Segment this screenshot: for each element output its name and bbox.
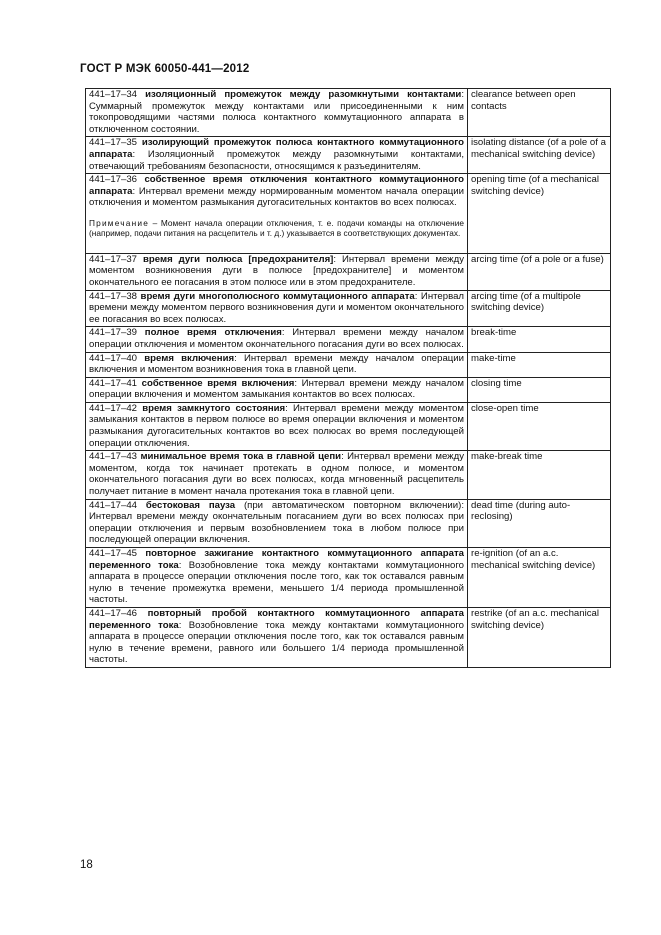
term-number: 441–17–41 <box>89 377 138 389</box>
english-term: close-open time <box>471 402 539 414</box>
term-definition: (при автоматическом повторном включении): Интервал времени между окончательным погасанием дуги во всех полюсах при операции отключения и первым возобновлением тока в любом полюсе при последующей операции включения. <box>89 499 464 546</box>
term-note <box>89 218 464 239</box>
english-term-cell <box>468 402 611 450</box>
english-term-cell <box>468 499 611 547</box>
term-definition-cell <box>86 377 468 402</box>
term-row <box>86 327 611 352</box>
english-term-cell <box>468 174 611 254</box>
term-definition: : Интервал времени между моментом замыкания контактов в первом полюсе во время операции включения и моментом размыкания дугогасительных контактов во всех полюсах во время последующей операции отключения. <box>89 402 464 449</box>
term-definition: : Интервал времени между моментом, когда ток начинает протекать в одном полюсе, и моментом окончательного погасания дуги во всех полюсах, когда мгновенный расцепитель получает питание в момент начала протекания тока в главной цепи. <box>89 451 464 498</box>
term-row <box>86 499 611 547</box>
term-number: 441–17–44 <box>89 499 138 511</box>
term-definition-cell <box>86 402 468 450</box>
term-definition-cell <box>86 89 468 137</box>
term-name: время включения <box>144 352 235 364</box>
english-term: make-break time <box>471 451 543 463</box>
term-number: 441–17–39 <box>89 327 138 339</box>
document-header: ГОСТ Р МЭК 60050-441—2012 <box>80 63 250 75</box>
english-term: arcing time (of a pole or a fuse) <box>471 253 604 265</box>
term-definition: : Интервал времени между началом операции включения и моментом возникновения тока в главной цепи. <box>89 352 464 376</box>
term-name: минимальное время тока в главной цепи <box>140 451 342 463</box>
term-row <box>86 174 611 254</box>
term-name: изолирующий промежуток полюса контактного коммутационного аппарата <box>89 137 464 160</box>
term-definition-cell <box>86 451 468 499</box>
term-name: повторное зажигание контактного коммутационного аппарата переменного тока <box>89 548 464 571</box>
term-row <box>86 352 611 377</box>
term-definition-cell <box>86 352 468 377</box>
english-term: make-time <box>471 352 516 364</box>
term-name: собственное время отключения контактного коммутационного аппарата <box>89 174 464 197</box>
english-term-cell <box>468 137 611 174</box>
term-definition-cell <box>86 174 468 254</box>
term-name: изоляционный промежуток между разомкнутыми контактами <box>145 89 462 100</box>
term-number: 441–17–46 <box>89 607 138 619</box>
term-row <box>86 607 611 667</box>
term-name: собственное время включения <box>141 377 295 389</box>
term-number: 441–17–38 <box>89 290 138 302</box>
term-row <box>86 137 611 174</box>
term-number: 441–17–40 <box>89 352 138 364</box>
english-term: closing time <box>471 377 522 389</box>
english-term-cell <box>468 327 611 352</box>
term-definition-cell <box>86 253 468 290</box>
english-term-cell <box>468 451 611 499</box>
english-term: opening time (of a mechanical switching device) <box>471 174 599 197</box>
term-definition-cell <box>86 548 468 608</box>
term-definition: : Интервал времени между началом операции отключения и моментом окончательного погасания дуги во всех полюсах. <box>89 327 464 350</box>
term-row <box>86 89 611 137</box>
term-number: 441–17–42 <box>89 402 138 414</box>
term-definition: : Суммарный промежуток между контактами или присоединенными к ним токопроводящими частями полюса контактного коммутационного аппарата в отключенном состоянии. <box>89 89 465 135</box>
term-row <box>86 548 611 608</box>
english-term: re-ignition (of an a.c. mechanical switching device) <box>471 548 596 571</box>
term-definition: : Интервал времени между нормированным моментом начала операции отключения и моментом размыкания дугогасительных контактов во всех полюсах. <box>89 185 464 209</box>
english-term-cell <box>468 377 611 402</box>
term-number: 441–17–45 <box>89 548 138 559</box>
english-term: break-time <box>471 327 517 339</box>
term-name: время дуги многополюсного коммутационного аппарата <box>140 290 415 302</box>
term-definition: : Интервал времени между моментом первого возникновения дуги и моментом окончательного ее погасания во всех полюсах. <box>89 290 464 325</box>
english-term: dead time (during auto-reclosing) <box>471 499 571 523</box>
note-label: Примечание <box>89 217 150 228</box>
term-definition-cell <box>86 499 468 547</box>
term-name: время дуги полюса [предохранителя] <box>143 253 334 265</box>
english-term-cell <box>468 352 611 377</box>
term-number: 441–17–34 <box>89 89 138 100</box>
term-definition-cell <box>86 137 468 174</box>
term-number: 441–17–35 <box>89 137 138 149</box>
english-term: isolating distance (of a pole of a mechanical switching device) <box>471 137 606 160</box>
term-row <box>86 377 611 402</box>
term-row <box>86 290 611 327</box>
page-number: 18 <box>80 859 93 871</box>
english-term-cell <box>468 607 611 667</box>
terms-table <box>85 88 611 668</box>
term-row <box>86 402 611 450</box>
term-number: 441–17–43 <box>89 451 138 463</box>
english-term-cell <box>468 89 611 137</box>
term-name: время замкнутого состояния <box>142 402 286 414</box>
term-number: 441–17–37 <box>89 253 138 265</box>
term-definition-cell <box>86 327 468 352</box>
english-term-cell <box>468 290 611 327</box>
english-term-cell <box>468 548 611 608</box>
term-row <box>86 451 611 499</box>
term-definition: : Интервал времени между началом операции включения и моментом замыкания контактов во всех полюсах. <box>89 377 464 401</box>
english-term: clearance between open contacts <box>471 89 576 112</box>
english-term: arcing time (of a multipole switching device) <box>471 290 581 314</box>
term-row <box>86 253 611 290</box>
term-name: бестоковая пауза <box>145 499 236 511</box>
term-name: полное время отключения <box>144 327 282 339</box>
english-term-cell <box>468 253 611 290</box>
term-definition-cell <box>86 290 468 327</box>
term-definition-cell <box>86 607 468 667</box>
term-definition: : Возобновление тока между контактами коммутационного аппарата в процессе операции отключения после того, как ток оставался равным нулю в течение времени, равного или большего 1/4 периода промышленной частоты. <box>89 619 464 666</box>
term-definition: : Интервал времени между моментом возникновения дуги в полюсе [предохранителе] и моментом окончательного ее погасания в этом полюсе или в этом предохранителе. <box>89 253 464 288</box>
term-name: повторный пробой контактного коммутационного аппарата переменного тока <box>89 607 464 631</box>
term-definition: : Изоляционный промежуток между разомкнутыми контактами, отвечающий требованиям безопасности, относящимся к разъединителям. <box>89 148 464 172</box>
term-number: 441–17–36 <box>89 174 138 186</box>
terms-table-body <box>86 89 611 668</box>
note-text: – Момент начала операции отключения, т. е. подачи команды на отключение (например, подачи питания на расцепитель и т. д.) указывается в соответствующих документах. <box>89 217 464 239</box>
english-term: restrike (of an a.c. mechanical switching device) <box>471 607 599 631</box>
term-definition: : Возобновление тока между контактами коммутационного аппарата в процессе операции отключения после того, как ток оставался равным нулю в течение промежутка времени, меньшего 1/4 периода промышленной частоты. <box>89 559 464 606</box>
